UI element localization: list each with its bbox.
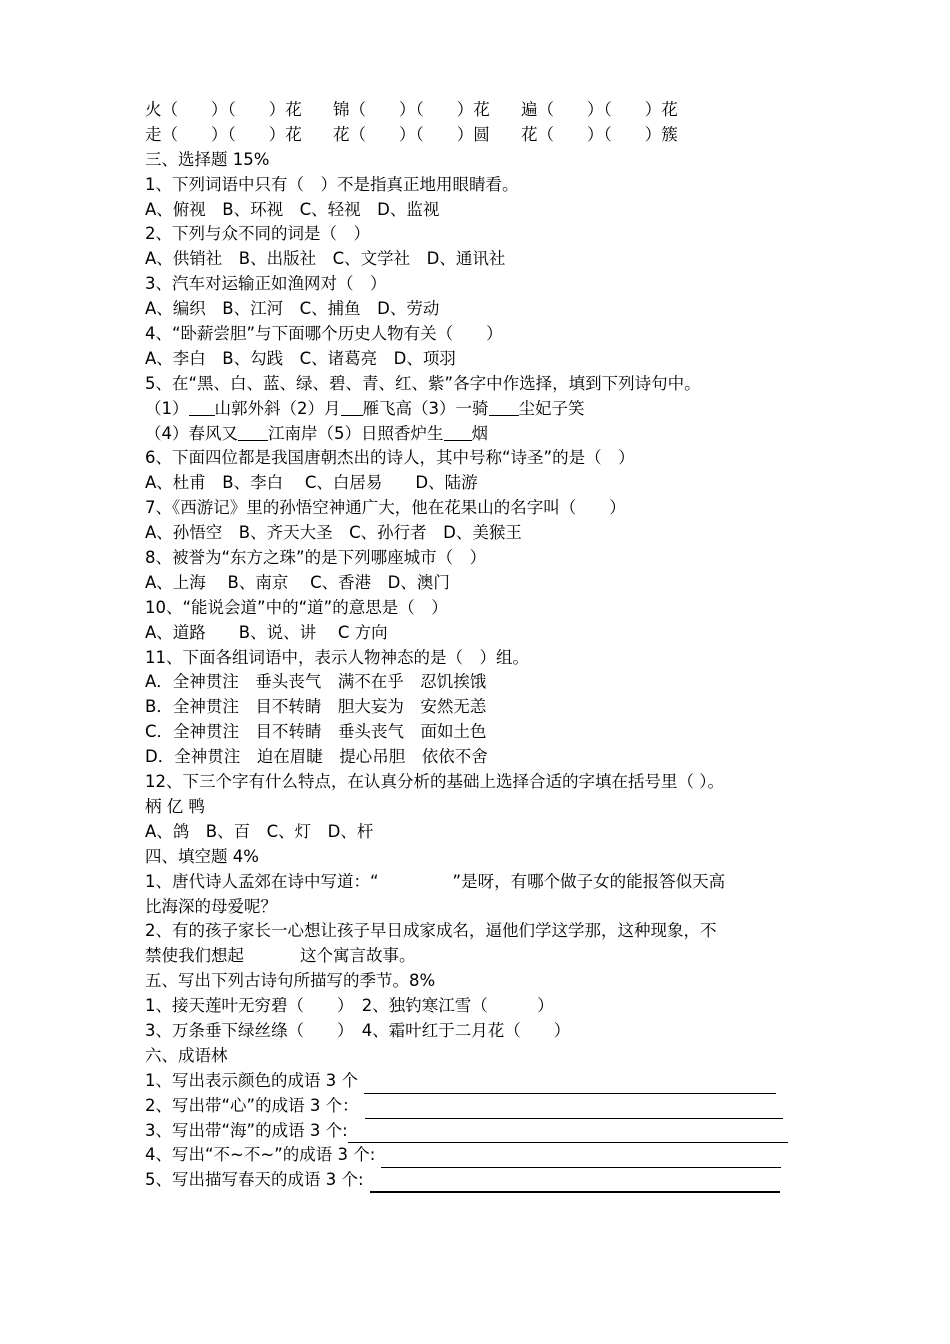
- question-10: 10、“能说会道”中的“道”的意思是（ ）: [145, 597, 448, 617]
- idiom-question-text: 1、写出表示颜色的成语 3 个: [145, 1070, 358, 1090]
- question-4: 4、“卧薪尝胆”与下面哪个历史人物有关（ ）: [145, 324, 503, 344]
- poem-text: 烟: [471, 423, 488, 443]
- question-3-options: A、编织 B、江河 C、捕鱼 D、劳动: [145, 299, 440, 319]
- poem-text: 山郭外斜（2）月: [214, 398, 341, 418]
- poem-blank[interactable]: [341, 398, 363, 416]
- idiom-fill-item: 花（ ）（ ）簇: [521, 124, 678, 144]
- section-heading-choice: 三、选择题 15%: [145, 149, 270, 169]
- idiom-question-text: 5、写出描写春天的成语 3 个:: [145, 1170, 364, 1190]
- fill-question-2: 2、有的孩子家长一心想让孩子早日成家成名，逼他们学这学那，这种现象，不: [145, 921, 717, 941]
- answer-line[interactable]: [381, 1150, 781, 1168]
- season-row-1: 1、接天莲叶无穷碧（ ） 2、独钓寒江雪（ ）: [145, 996, 554, 1016]
- question-2-options: A、供销社 B、出版社 C、文学社 D、通讯社: [145, 249, 506, 269]
- poem-blank[interactable]: [238, 423, 268, 441]
- worksheet-content: [145, 98, 815, 1193]
- answer-line[interactable]: [348, 1125, 788, 1143]
- idiom-fill-item: 花（ ）（ ）圆: [333, 124, 490, 144]
- idiom-fill-row-2: [145, 123, 815, 148]
- question-12: 12、下三个字有什么特点，在认真分析的基础上选择合适的字填在括号里（ ）。: [145, 772, 724, 792]
- fill-text: 禁使我们想起: [145, 946, 244, 966]
- idiom-question-4: [145, 1143, 815, 1168]
- question-4-options: A、李白 B、勾践 C、诸葛亮 D、项羽: [145, 348, 456, 368]
- question-3: 3、汽车对运输正如渔网对（ ）: [145, 274, 387, 294]
- question-7-options: A、孙悟空 B、齐天大圣 C、孙行者 D、美猴王: [145, 523, 522, 543]
- idiom-question-5: [145, 1168, 815, 1193]
- question-7: 7、《西游记》里的孙悟空神通广大，他在花果山的名字叫（ ）: [145, 498, 626, 518]
- idiom-fill-row-1: [145, 98, 815, 123]
- idiom-fill-item: 锦（ ）（ ）花: [333, 100, 490, 119]
- question-12-words: 柄 亿 鸭: [145, 796, 205, 816]
- answer-line[interactable]: [370, 1174, 780, 1193]
- idiom-question-1: [145, 1069, 815, 1094]
- poem-text: 尘妃子笑: [518, 398, 585, 418]
- question-11-option-d: D．全神贯注 迫在眉睫 提心吊胆 依依不舍: [145, 747, 488, 767]
- question-8: 8、被誉为“东方之珠”的是下列哪座城市（ ）: [145, 548, 487, 568]
- question-6-options: A、杜甫 B、李白 C、白居易 D、陆游: [145, 473, 478, 493]
- idiom-fill-item: 走（ ）（ ）花: [145, 124, 302, 144]
- idiom-question-2: [145, 1094, 815, 1119]
- question-8-options: A、上海 B、南京 C、香港 D、澳门: [145, 572, 450, 592]
- poem-text: （4）春风又: [145, 423, 238, 443]
- question-1-options: A、俯视 B、环视 C、轻视 D、监视: [145, 199, 440, 219]
- poem-text: （1）: [145, 398, 189, 418]
- question-12-options: A、鸽 B、百 C、灯 D、杆: [145, 821, 374, 841]
- poem-blank[interactable]: [444, 423, 472, 441]
- fill-text: 这个寓言故事。: [300, 946, 416, 966]
- answer-line[interactable]: [364, 1076, 776, 1094]
- fill-question-1-cont: 比海深的母爱呢？: [145, 896, 277, 916]
- question-5-poem-line-1: [145, 397, 815, 422]
- fill-question-1: [145, 870, 815, 895]
- idiom-question-text: 4、写出“不~不~”的成语 3 个:: [145, 1145, 376, 1165]
- idiom-fill-item: 火（ ）（ ）花: [145, 100, 302, 119]
- question-11-option-a: A．全神贯注 垂头丧气 满不在乎 忍饥挨饿: [145, 672, 487, 692]
- question-1: 1、下列词语中只有（ ）不是指真正地用眼睛看。: [145, 174, 519, 194]
- question-6: 6、下面四位都是我国唐朝杰出的诗人，其中号称“诗圣”的是（ ）: [145, 448, 635, 468]
- question-11-option-b: B．全神贯注 目不转睛 胆大妄为 安然无恙: [145, 697, 487, 717]
- question-10-options: A、道路 B、说、讲 C 方向: [145, 622, 388, 642]
- fill-question-2-cont: [145, 944, 815, 969]
- question-2: 2、下列与众不同的词是（ ）: [145, 224, 370, 244]
- poem-text: 江南岸（5）日照香炉生: [268, 423, 444, 443]
- idiom-question-text: 3、写出带“海”的成语 3 个:: [145, 1120, 348, 1140]
- fill-text: ”是呀，有哪个做子女的能报答似天高: [452, 871, 726, 891]
- idiom-question-3: [145, 1119, 815, 1144]
- poem-blank[interactable]: [489, 398, 519, 416]
- season-row-2: 3、万条垂下绿丝绦（ ） 4、霜叶红于二月花（ ）: [145, 1020, 571, 1040]
- idiom-question-text: 2、写出带“心”的成语 3 个：: [145, 1095, 359, 1115]
- question-11: 11、下面各组词语中，表示人物神态的是（ ）组。: [145, 647, 529, 667]
- poem-blank[interactable]: [189, 398, 215, 416]
- section-heading-season: 五、写出下列古诗句所描写的季节。8%: [145, 971, 436, 991]
- idiom-fill-item: 遍（ ）（ ）花: [521, 100, 678, 119]
- section-heading-fill: 四、填空题 4%: [145, 846, 259, 866]
- question-5-poem-line-2: [145, 422, 815, 447]
- answer-line[interactable]: [365, 1101, 783, 1119]
- poem-text: 雁飞高（3）一骑: [362, 398, 489, 418]
- section-heading-idioms: 六、成语林: [145, 1045, 228, 1065]
- question-11-option-c: C．全神贯注 目不转睛 垂头丧气 面如土色: [145, 722, 487, 742]
- fill-text: 1、唐代诗人孟郊在诗中写道：“: [145, 871, 379, 891]
- question-5: 5、在“黑、白、蓝、绿、碧、青、红、紫”各字中作选择，填到下列诗句中。: [145, 373, 701, 393]
